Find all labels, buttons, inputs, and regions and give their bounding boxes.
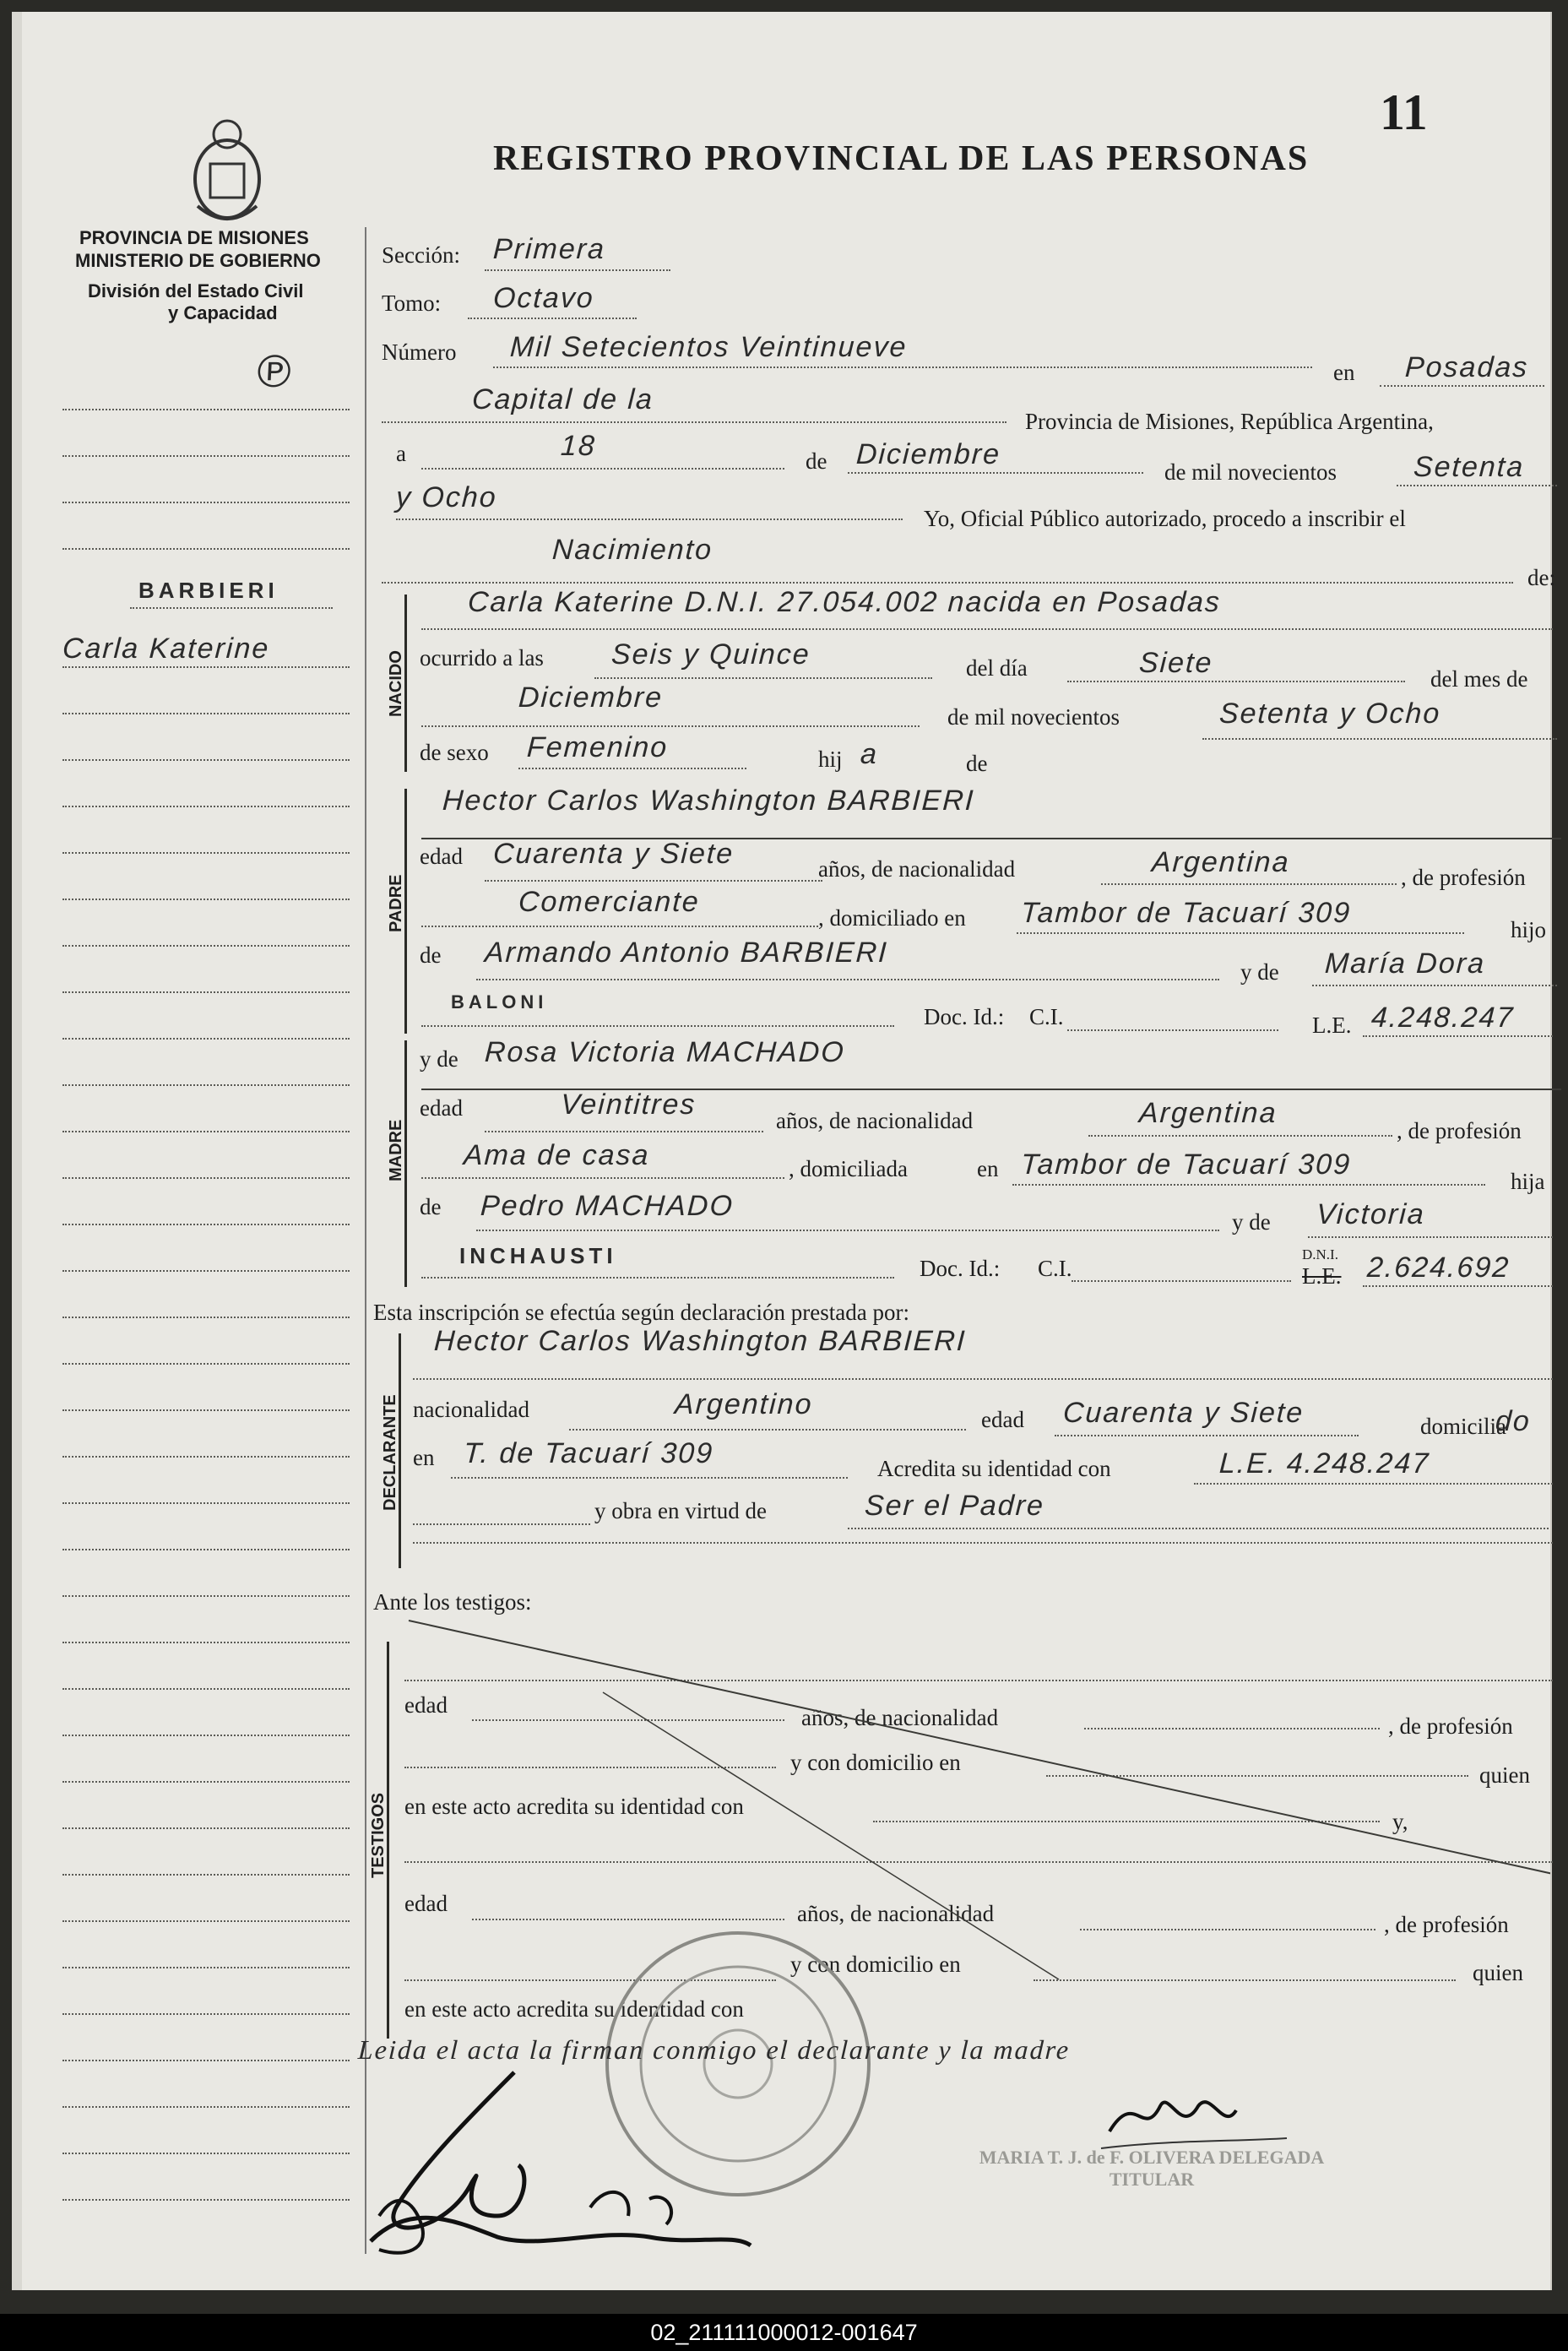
field-madre-dom: Tambor de Tacuarí 309 [1020, 1148, 1353, 1181]
label-madre-prof: , de profesión [1397, 1118, 1522, 1143]
label-de2: de [966, 751, 988, 776]
label-yo: Yo, Oficial Público autorizado, procedo a inscribir el [924, 506, 1406, 531]
registry-page [12, 12, 1555, 2290]
label-padre-prof: , de profesión [1401, 865, 1526, 890]
label-side-padre: PADRE [387, 874, 405, 932]
margin-given-names: Carla Katerine [62, 633, 271, 665]
label-padre-nac: años, de nacionalidad [818, 856, 1016, 882]
label-seccion: Sección: [382, 242, 460, 268]
field-lugar: Posadas [1404, 351, 1530, 383]
label-madre-y-de: y de [420, 1046, 458, 1072]
label-madre-hija: hija [1511, 1169, 1545, 1194]
field-inscripto: Carla Katerine D.N.I. 27.054.002 nacida en Posadas [467, 586, 1222, 618]
field-padre-madre2: BALONI [451, 991, 548, 1013]
field-lugar2: Capital de la [471, 383, 655, 415]
label-madre-le: L.E. [1302, 1263, 1342, 1289]
label-t2-quien: quien [1473, 1960, 1523, 1985]
signature-oficial [1084, 2072, 1304, 2157]
field-decl-id: L.E. 4.248.247 [1218, 1447, 1431, 1480]
field-decl-virtud: Ser el Padre [864, 1490, 1046, 1522]
label-t1-quien: quien [1479, 1762, 1530, 1788]
label-decl-domicilia: domicilia [1420, 1414, 1506, 1439]
field-hij-suffix: a [860, 738, 879, 770]
label-side-nacido: NACIDO [387, 650, 405, 717]
field-seccion: Primera [492, 233, 607, 265]
label-madre-dom: , domiciliada [789, 1156, 908, 1181]
sheet-number: 11 [1380, 84, 1428, 140]
label-t1-acredita: en este acto acredita su identidad con [404, 1794, 744, 1819]
field-madre-padre: Pedro MACHADO [480, 1190, 735, 1222]
field-anio2: y Ocho [395, 481, 498, 513]
field-sexo: Femenino [526, 731, 670, 763]
label-t1-edad: edad [404, 1692, 448, 1718]
field-decl-edad: Cuarenta y Siete [1062, 1397, 1305, 1429]
label-hij: hij [818, 747, 843, 772]
label-decl-acredita: Acredita su identidad con [877, 1456, 1111, 1481]
margin-surname: BARBIERI [138, 578, 279, 603]
field-numero: Mil Setecientos Veintinueve [509, 331, 909, 363]
label-ante: Ante los testigos: [373, 1589, 532, 1615]
margin-initials-mark: ℗ [255, 346, 294, 397]
label-madre-y-de2: y de [1232, 1209, 1271, 1235]
field-madre-madre2: INCHAUSTI [459, 1243, 617, 1268]
label-t2-nac: años, de nacionalidad [797, 1901, 995, 1926]
field-decl-nac: Argentino [674, 1388, 814, 1420]
label-t1-nac: años, de nacionalidad [801, 1705, 999, 1730]
label-de: de [806, 448, 827, 474]
label-decl-nac: nacionalidad [413, 1397, 529, 1422]
label-t1-prof: , de profesión [1388, 1713, 1513, 1739]
label-madre-doc: Doc. Id.: [920, 1256, 1001, 1281]
agency-line1: PROVINCIA DE MISIONES [79, 227, 309, 248]
label-padre-de: de [420, 942, 442, 968]
stamp-text: MARIA T. J. de F. OLIVERA DELEGADA TITULAR [979, 2147, 1325, 2190]
agency-line3: División del Estado Civil [88, 280, 304, 301]
field-padre: Hector Carlos Washington BARBIERI [442, 785, 976, 817]
label-t2-edad: edad [404, 1891, 448, 1916]
label-del-mes: del mes de [1430, 666, 1528, 692]
label-de-mil-nov: de mil novecientos [947, 704, 1120, 730]
field-madre-madre: Victoria [1316, 1198, 1426, 1230]
label-del-dia: del día [966, 655, 1028, 681]
field-dia: 18 [560, 430, 597, 462]
field-madre-le-prefix: D.N.I. [1302, 1246, 1338, 1262]
label-padre-y-de: y de [1240, 959, 1279, 985]
label-decl-en: en [413, 1445, 435, 1470]
label-madre-en: en [977, 1156, 999, 1181]
label-madre-de: de [420, 1194, 442, 1219]
label-ocurrido: ocurrido a las [420, 645, 544, 671]
field-madre-nac: Argentina [1138, 1097, 1278, 1129]
field-madre-doc: C.I. [1038, 1256, 1072, 1281]
field-acto: Nacimiento [551, 534, 714, 566]
label-padre-edad: edad [420, 844, 463, 869]
field-padre-doc: C.I. [1029, 1004, 1064, 1029]
label-t1-dom: y con domicilio en [790, 1750, 961, 1775]
label-padre-le: L.E. [1312, 1013, 1352, 1038]
agency-line2: MINISTERIO DE GOBIERNO [75, 250, 321, 271]
label-numero: Número [382, 339, 457, 365]
label-side-testigos: TESTIGOS [369, 1792, 388, 1878]
label-t2-acredita: en este acto acredita su identidad con [404, 1996, 744, 2022]
field-padre-prof: Comerciante [518, 886, 701, 918]
label-madre-edad: edad [420, 1095, 463, 1121]
field-padre-edad: Cuarenta y Siete [492, 838, 735, 870]
label-padre-dom: , domiciliado en [818, 905, 966, 931]
field-madre-edad: Veintitres [560, 1089, 697, 1121]
field-madre-prof: Ama de casa [463, 1139, 651, 1171]
label-de-colon: de: [1527, 565, 1555, 590]
field-dia-nac: Siete [1138, 647, 1214, 679]
label-provincia: Provincia de Misiones, República Argentina, [1025, 409, 1434, 434]
field-mes: Diciembre [855, 438, 1002, 470]
label-t1-y: y, [1392, 1809, 1408, 1834]
field-anio-nac: Setenta y Ocho [1218, 698, 1442, 730]
label-t2-dom: y con domicilio en [790, 1952, 961, 1977]
label-side-madre: MADRE [387, 1119, 405, 1181]
field-madre-le: 2.624.692 [1366, 1252, 1511, 1284]
field-padre-dom: Tambor de Tacuarí 309 [1020, 897, 1353, 929]
label-madre-nac: años, de nacionalidad [776, 1108, 974, 1133]
field-padre-le: 4.248.247 [1370, 1002, 1516, 1034]
field-padre-nac: Argentina [1151, 846, 1291, 878]
page-title: REGISTRO PROVINCIAL DE LAS PERSONAS [493, 139, 1310, 178]
label-padre-hijo: hijo [1511, 917, 1547, 942]
label-padre-doc: Doc. Id.: [924, 1004, 1005, 1029]
label-side-declarante: DECLARANTE [381, 1394, 399, 1511]
label-decl-edad: edad [981, 1407, 1024, 1432]
label-de-mil: de mil novecientos [1164, 459, 1337, 485]
label-decl-obra: y obra en virtud de [594, 1498, 767, 1523]
label-a: a [396, 441, 406, 466]
field-decl-dom: do [1495, 1405, 1532, 1437]
field-declarante: Hector Carlos Washington BARBIERI [433, 1325, 968, 1357]
field-anio: Setenta [1413, 451, 1526, 483]
footer-id: 02_211111000012-001647 [0, 2314, 1568, 2351]
field-decl-en: T. de Tacuarí 309 [463, 1437, 715, 1469]
field-tomo: Octavo [492, 282, 595, 314]
label-declaracion: Esta inscripción se efectúa según declaración prestada por: [373, 1300, 909, 1325]
signature-declarante [345, 2064, 784, 2267]
field-padre-madre: María Dora [1324, 947, 1487, 980]
field-hora: Seis y Quince [610, 638, 811, 671]
agency-line4: y Capacidad [168, 302, 278, 323]
field-padre-padre: Armando Antonio BARBIERI [484, 937, 889, 969]
label-tomo: Tomo: [382, 290, 442, 316]
label-t2-prof: , de profesión [1384, 1912, 1509, 1937]
field-madre: Rosa Victoria MACHADO [484, 1036, 846, 1068]
label-en: en [1333, 360, 1355, 385]
label-de-sexo: de sexo [420, 740, 489, 765]
field-mes-nac: Diciembre [518, 681, 665, 714]
field-leida: Leida el acta la firman conmigo el declarante y la madre [357, 2034, 1072, 2065]
